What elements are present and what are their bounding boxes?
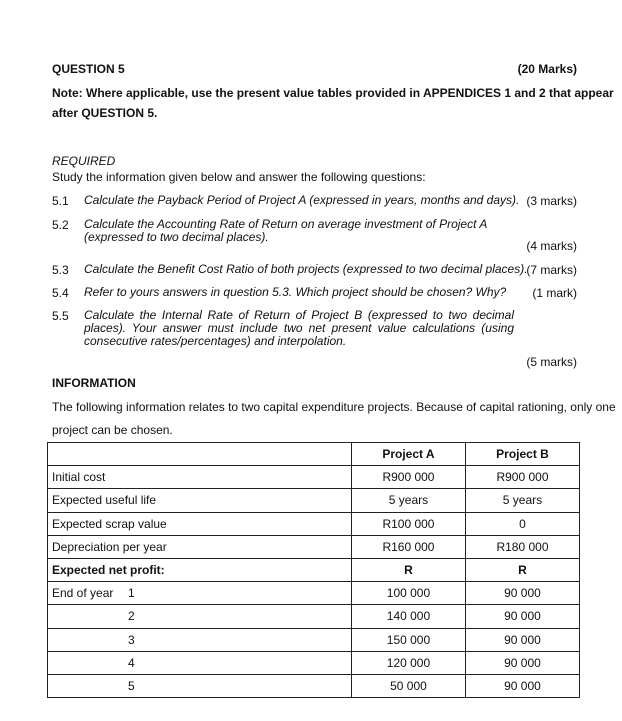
table-header-row <box>48 443 580 466</box>
question-marks: (5 marks) <box>526 355 577 369</box>
question-number: 5.2 <box>52 218 69 232</box>
project-b-value: 90 000 <box>465 605 579 628</box>
row-label: Expected scrap value <box>48 512 352 535</box>
question-item <box>52 218 577 258</box>
project-a-value: R100 000 <box>351 512 465 535</box>
project-a-value: 5 years <box>351 489 465 512</box>
question-marks: (7 marks) <box>526 263 577 277</box>
question-text: Calculate the Payback Period of Project A (expressed in years, months and days). <box>84 193 520 207</box>
project-a-value: 50 000 <box>351 674 465 697</box>
question-item <box>52 309 577 369</box>
table-row <box>48 535 580 558</box>
table-row <box>48 651 580 674</box>
year-cell <box>48 674 352 697</box>
table-row <box>48 582 580 605</box>
table-row <box>48 674 580 697</box>
project-a-value: 120 000 <box>351 651 465 674</box>
project-b-value: 0 <box>465 512 579 535</box>
question-marks: (1 mark) <box>532 286 577 300</box>
year-cell <box>48 605 352 628</box>
note-line-2: after QUESTION 5. <box>52 106 158 120</box>
information-heading: INFORMATION <box>52 376 136 390</box>
question-number: 5.5 <box>52 309 69 323</box>
question-header <box>52 62 577 78</box>
year-label: End of year <box>52 586 114 601</box>
project-a-value: R160 000 <box>351 535 465 558</box>
question-text: Calculate the Internal Rate of Return of Project B (expressed to two decimal places). Your answer must include two net present value calculations (using consecutive rates/percentages) and interpolation. <box>84 308 514 348</box>
project-b-value: 90 000 <box>465 628 579 651</box>
project-a-value: 140 000 <box>351 605 465 628</box>
project-a-value: R <box>351 558 465 581</box>
project-a-value: R900 000 <box>351 466 465 489</box>
question-text: Calculate the Benefit Cost Ratio of both projects (expressed to two decimal places). <box>84 262 528 276</box>
row-label: Depreciation per year <box>48 535 352 558</box>
question-number: 5.4 <box>52 286 69 300</box>
table-row <box>48 512 580 535</box>
project-a-value: 150 000 <box>351 628 465 651</box>
question-text: Refer to yours answers in question 5.3. Which project should be chosen? Why? <box>84 285 507 299</box>
project-b-value: 90 000 <box>465 674 579 697</box>
table-header-cell <box>48 443 352 466</box>
project-a-value: 100 000 <box>351 582 465 605</box>
row-label: Initial cost <box>48 466 352 489</box>
row-label: Expected useful life <box>48 489 352 512</box>
table-header-project-b: Project B <box>465 443 579 466</box>
question-item <box>52 263 577 277</box>
table-row <box>48 466 580 489</box>
table-row <box>48 605 580 628</box>
project-b-value: R <box>465 558 579 581</box>
question-number: 5.3 <box>52 263 69 277</box>
project-b-value: 90 000 <box>465 582 579 605</box>
projects-table <box>47 442 580 698</box>
row-label: Expected net profit: <box>48 558 352 581</box>
question-item <box>52 194 577 208</box>
required-heading: REQUIRED <box>52 154 116 168</box>
information-line-1: The following information relates to two capital expenditure projects. Because of capital rationing, only one <box>52 400 616 414</box>
question-marks: (20 Marks) <box>517 62 577 76</box>
project-b-value: 5 years <box>465 489 579 512</box>
year-number: 4 <box>128 655 135 670</box>
year-number: 2 <box>128 609 135 624</box>
question-marks: (4 marks) <box>526 239 577 253</box>
project-b-value: R180 000 <box>465 535 579 558</box>
project-b-value: 90 000 <box>465 651 579 674</box>
question-number: 5.1 <box>52 194 69 208</box>
note-line-1: Note: Where applicable, use the present value tables provided in APPENDICES 1 and 2 that appear <box>52 86 614 100</box>
year-number: 1 <box>128 586 135 601</box>
year-cell <box>48 582 352 605</box>
table-row <box>48 489 580 512</box>
question-marks: (3 marks) <box>526 194 577 208</box>
year-cell <box>48 628 352 651</box>
year-cell <box>48 651 352 674</box>
information-line-2: project can be chosen. <box>52 423 173 437</box>
year-number: 5 <box>128 678 135 693</box>
question-text: Calculate the Accounting Rate of Return on average investment of Project A (expressed to two decimal places). <box>84 217 487 244</box>
year-number: 3 <box>128 632 135 647</box>
table-header-project-a: Project A <box>351 443 465 466</box>
table-row <box>48 558 580 581</box>
project-b-value: R900 000 <box>465 466 579 489</box>
question-item <box>52 286 577 300</box>
table-row <box>48 628 580 651</box>
question-title: QUESTION 5 <box>52 62 125 76</box>
required-intro: Study the information given below and answer the following questions: <box>52 170 426 184</box>
